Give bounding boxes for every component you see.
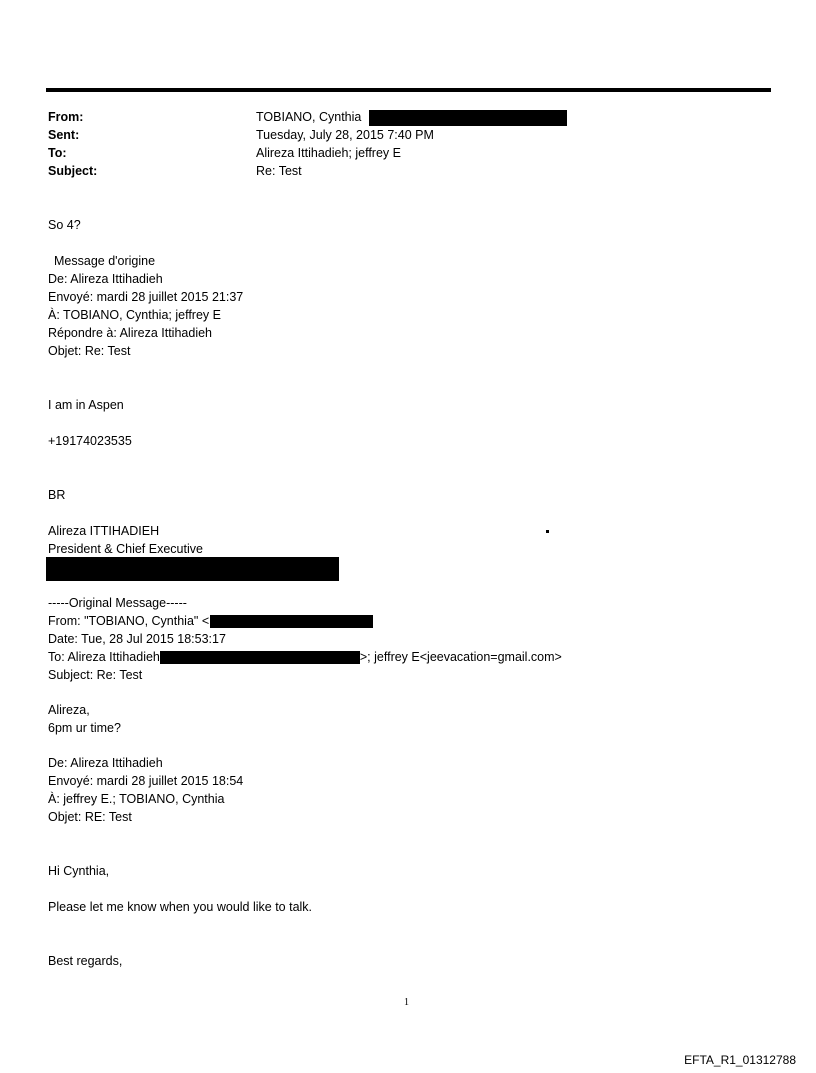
original-to-text-a: To: Alireza Ittihadieh [48, 650, 160, 664]
redaction-block [160, 651, 360, 664]
aspen-text: I am in Aspen [48, 398, 124, 412]
subject-value: Re: Test [256, 164, 302, 178]
origin-to: À: TOBIANO, Cynthia; jeffrey E [48, 308, 221, 322]
six-pm-text: 6pm ur time? [48, 721, 121, 735]
original-from-text: From: "TOBIANO, Cynthia" < [48, 614, 210, 628]
redaction-block [369, 110, 567, 126]
origin-subject: Objet: Re: Test [48, 344, 131, 358]
forward-sent: Envoyé: mardi 28 juillet 2015 18:54 [48, 774, 244, 788]
original-from [48, 612, 373, 630]
from-value [256, 108, 567, 126]
forward-from: De: Alireza Ittihadieh [48, 756, 163, 770]
phone-text: +19174023535 [48, 434, 132, 448]
please-text: Please let me know when you would like to talk. [48, 900, 313, 914]
regards-text: Best regards, [48, 954, 123, 968]
stray-dot [546, 530, 549, 533]
br-text: BR [48, 488, 66, 502]
signature-name: Alireza ITTIHADIEH [48, 524, 160, 538]
original-date: Date: Tue, 28 Jul 2015 18:53:17 [48, 632, 226, 646]
greeting-alireza: Alireza, [48, 703, 90, 717]
to-value: Alireza Ittihadieh; jeffrey E [256, 146, 401, 160]
sent-value: Tuesday, July 28, 2015 7:40 PM [256, 128, 434, 142]
signature-title: President & Chief Executive [48, 542, 203, 556]
redaction-block [210, 615, 373, 628]
sent-label: Sent: [48, 128, 80, 142]
header-rule [46, 88, 771, 92]
original-message-separator: -----Original Message----- [48, 596, 187, 610]
bates-number: EFTA_R1_01312788 [684, 1053, 796, 1067]
original-subject: Subject: Re: Test [48, 668, 143, 682]
origin-reply-to: Répondre à: Alireza Ittihadieh [48, 326, 212, 340]
to-label: To: [48, 146, 67, 160]
greeting-cynthia: Hi Cynthia, [48, 864, 110, 878]
origin-sent: Envoyé: mardi 28 juillet 2015 21:37 [48, 290, 244, 304]
subject-label: Subject: [48, 164, 98, 178]
forward-subject: Objet: RE: Test [48, 810, 132, 824]
page-number: 1 [404, 997, 409, 1008]
from-name: TOBIANO, Cynthia [256, 110, 362, 124]
reply-text: So 4? [48, 218, 81, 232]
origin-heading: Message d'origine [54, 254, 156, 268]
from-label: From: [48, 110, 84, 124]
forward-to: À: jeffrey E.; TOBIANO, Cynthia [48, 792, 225, 806]
original-to [48, 648, 562, 666]
origin-from: De: Alireza Ittihadieh [48, 272, 163, 286]
redaction-block [46, 557, 339, 581]
original-to-text-b: >; jeffrey E<jeevacation=gmail.com> [359, 650, 562, 664]
